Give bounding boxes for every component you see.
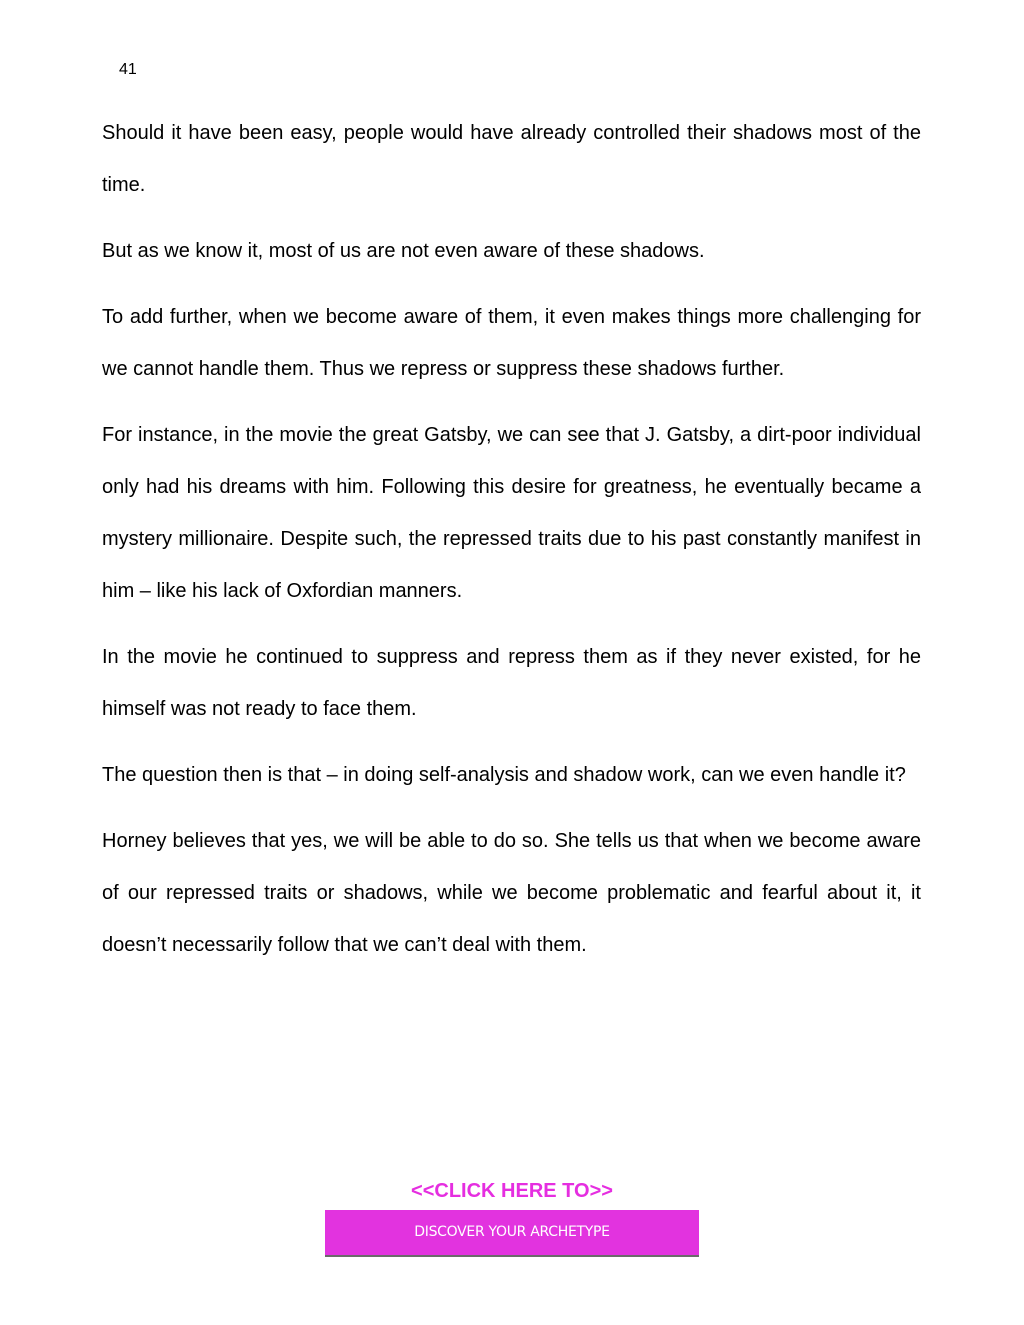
paragraph: In the movie he continued to suppress and repress them as if they never existed, for he himself was not ready to face them. <box>102 646 921 720</box>
discover-archetype-button[interactable] <box>325 1210 699 1257</box>
page-number: 41 <box>119 61 137 78</box>
click-here-link[interactable]: <<CLICK HERE TO>> <box>411 1180 613 1202</box>
paragraph: For instance, in the movie the great Gatsby, we can see that J. Gatsby, a dirt-poor individual only had his dreams with him. Following this desire for greatness, he eventually became a mystery millionaire. Despite such, the repressed traits due to his past constantly manifest in him – like his lack of Oxfordian manners. <box>102 424 921 602</box>
paragraph: To add further, when we become aware of them, it even makes things more challenging for we cannot handle them. Thus we repress or suppress these shadows further. <box>102 306 921 380</box>
paragraph: The question then is that – in doing self-analysis and shadow work, can we even handle it? <box>102 764 906 786</box>
paragraph: Horney believes that yes, we will be able to do so. She tells us that when we become aware of our repressed traits or shadows, while we become problematic and fearful about it, it doesn’t necessarily follow that we can’t deal with them. <box>102 830 921 956</box>
document-body <box>102 107 921 985</box>
discover-archetype-label: DISCOVER YOUR ARCHETYPE <box>414 1223 610 1240</box>
paragraph: But as we know it, most of us are not even aware of these shadows. <box>102 240 705 262</box>
paragraph: Should it have been easy, people would have already controlled their shadows most of the time. <box>102 122 921 196</box>
